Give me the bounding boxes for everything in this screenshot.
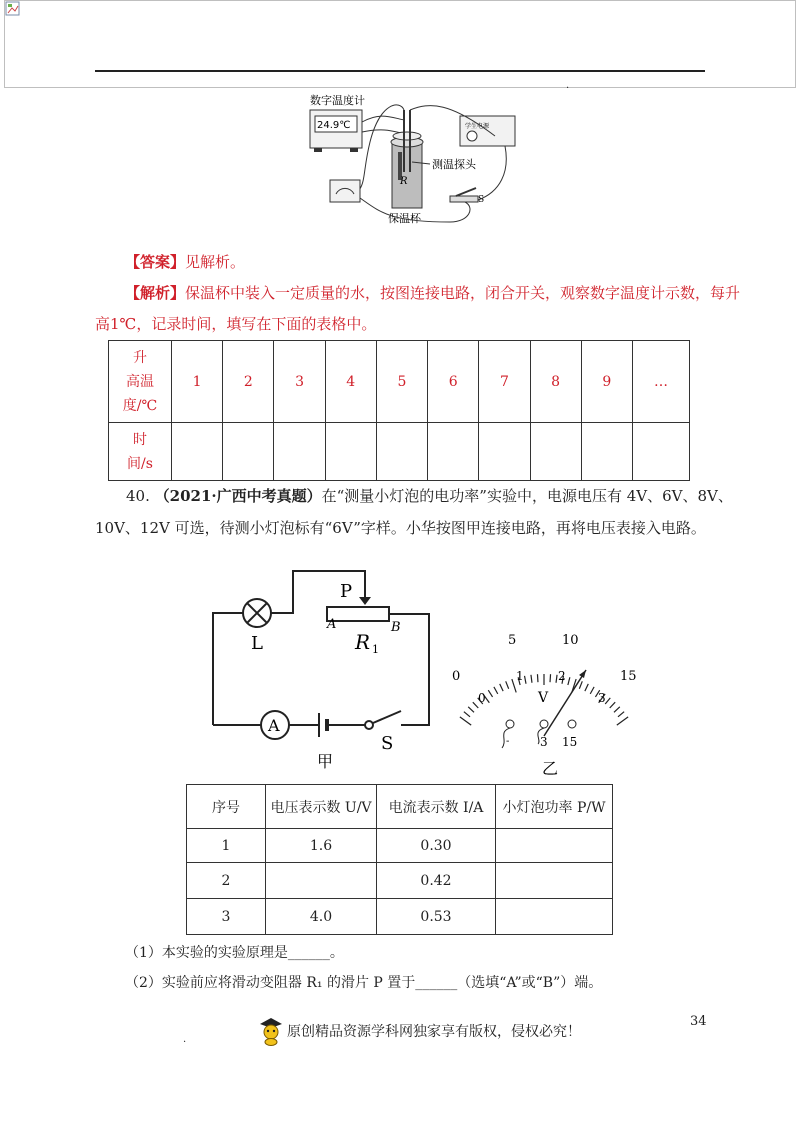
table-row [187,829,613,863]
time-cell [172,423,223,481]
scale-tick [614,707,620,712]
scale-tick [556,675,557,683]
table-row [109,341,690,423]
header-part: 升 [133,349,147,366]
probe-label: 测温探头 [432,158,476,171]
answer-tag: 【答案】 [125,253,186,271]
analysis-line-2: 高1℃，记录时间，填写在下面的表格中。 [95,315,377,333]
scale-tick [494,687,498,694]
question-number: 40. [126,487,150,505]
scale-tick [488,690,492,697]
terminal-3 [540,720,548,728]
cup-label: 保温杯 [388,212,421,225]
terminal-3-label: 3 [540,735,548,749]
temp-cell: 8 [530,341,581,423]
rheostat-label: R [355,630,371,654]
scale-tick [525,676,526,684]
page-number: 34 [690,1014,707,1029]
lower-scale-3: 3 [598,691,606,705]
data-cell: 0.53 [377,899,496,935]
power-label: 学生电源 [465,123,490,130]
scale-tick [605,698,610,704]
analysis-text-1: 保温杯中装入一定质量的水，按图连接电路，闭合开关，观察数字温度计示数，每升 [185,284,741,302]
time-cell [223,423,274,481]
time-row-header [109,423,172,481]
answer-line [125,252,245,272]
question-source: （2021·广西中考真题） [154,487,322,505]
scale-tick [617,717,628,725]
time-cell [530,423,581,481]
data-cell: 1.6 [266,829,377,863]
time-cell [479,423,530,481]
data-cell [496,863,613,899]
page-header [4,0,796,88]
time-cell [581,423,632,481]
data-cell [496,829,613,863]
scale-tick [531,675,532,683]
temp-cell: … [633,341,690,423]
scale-tick [468,707,474,712]
scale-tick [610,702,615,708]
voltmeter-dial [448,628,648,778]
terminal-minus-label: - [506,736,510,747]
copyright-notice: 原创精品资源学科网独家享有版权，侵权必究！ [287,1024,581,1040]
voltmeter-caption: 乙 [542,759,559,778]
upper-scale-0: 0 [452,669,461,684]
data-cell [266,863,377,899]
scale-tick [590,687,594,694]
slider-label: P [340,581,353,602]
temp-cell: 6 [428,341,479,423]
analysis-tag: 【解析】 [125,284,186,302]
temp-cell: 9 [581,341,632,423]
header-rule [95,70,705,72]
terminal-15 [568,720,576,728]
upper-scale-10: 10 [562,633,579,648]
temp-row-header [109,341,172,423]
resistor-label: R [400,176,408,187]
header-part: 间/s [127,455,153,472]
time-cell [428,423,479,481]
upper-scale-5: 5 [508,633,517,648]
header-cell: 电压表示数 U/V [266,785,377,829]
upper-scale-15: 15 [620,669,637,684]
rheostat-subscript: 1 [372,643,379,656]
temp-cell: 7 [479,341,530,423]
scale-tick [464,712,470,717]
table-row [109,423,690,481]
lower-scale-0: 0 [478,691,486,705]
temp-cell: 4 [325,341,376,423]
temp-cell: 5 [376,341,427,423]
end-a-label: A [327,617,337,632]
mascot-icon [258,1016,284,1046]
scale-tick [506,681,509,688]
header-dot: . [566,80,570,91]
end-b-label: B [391,620,401,635]
scale-tick [500,684,503,691]
scale-tick [579,681,582,688]
data-cell [496,899,613,935]
scale-tick [585,684,588,691]
sub-question-1: （1）本实验的实验原理是______。 [125,945,344,961]
terminal-minus [506,720,514,728]
switch-label: S [381,733,394,754]
temperature-table [108,340,690,481]
lamp-label: L [251,633,263,654]
data-cell: 2 [187,863,266,899]
switch-label: S [478,195,485,205]
question-text-1: 在“测量小灯泡的电功率”实验中，电源电压有 4V、6V、8V、 [321,487,733,505]
thermometer-reading: 24.9℃ [317,120,351,131]
data-cell: 0.42 [377,863,496,899]
lower-scale-2: 2 [558,669,566,683]
header-cell: 电流表示数 I/A [377,785,496,829]
analysis-line-1 [125,283,740,303]
temp-cell: 2 [223,341,274,423]
data-cell: 4.0 [266,899,377,935]
question-40-line-2: 10V、12V 可选，待测小灯泡标有“6V”字样。小华按图甲连接电路，再将电压表接入电路。 [95,519,706,537]
time-cell [325,423,376,481]
table-row [187,785,613,829]
time-cell [633,423,690,481]
circuit-caption: 甲 [317,752,334,771]
ammeter-label: A [268,716,280,735]
answer-text: 见解析。 [185,253,246,271]
broken-image-icon [5,1,21,17]
temp-cell: 1 [172,341,223,423]
circuit-diagram [205,565,435,775]
data-cell: 1 [187,829,266,863]
scale-tick [550,674,551,682]
header-cell: 小灯泡功率 P/W [496,785,613,829]
header-part: 时 [133,431,147,448]
header-part: 度/℃ [122,397,158,414]
header-part: 高温 [126,373,154,390]
lower-scale-1: 1 [516,669,524,683]
table-row [187,863,613,899]
data-cell: 3 [187,899,266,935]
scale-tick [568,677,570,685]
scale-tick [618,712,624,717]
scale-tick [460,717,471,725]
time-cell [376,423,427,481]
sub-question-2: （2）实验前应将滑动变阻器 R₁ 的滑片 P 置于______（选填“A”或“B”）端。 [125,975,603,991]
data-table [186,784,613,935]
time-cell [274,423,325,481]
temp-cell: 3 [274,341,325,423]
switch-blade [373,711,401,723]
header-cell: 序号 [187,785,266,829]
table-row [187,899,613,935]
thermometer-label: 数字温度计 [310,94,365,107]
data-cell: 0.30 [377,829,496,863]
unit-label: V [538,690,549,706]
apparatus-figure [300,92,525,232]
question-40-line-1 [126,486,733,506]
scale-tick [537,674,538,682]
terminal-15-label: 15 [562,735,578,749]
footer-dot: . [183,1034,187,1045]
